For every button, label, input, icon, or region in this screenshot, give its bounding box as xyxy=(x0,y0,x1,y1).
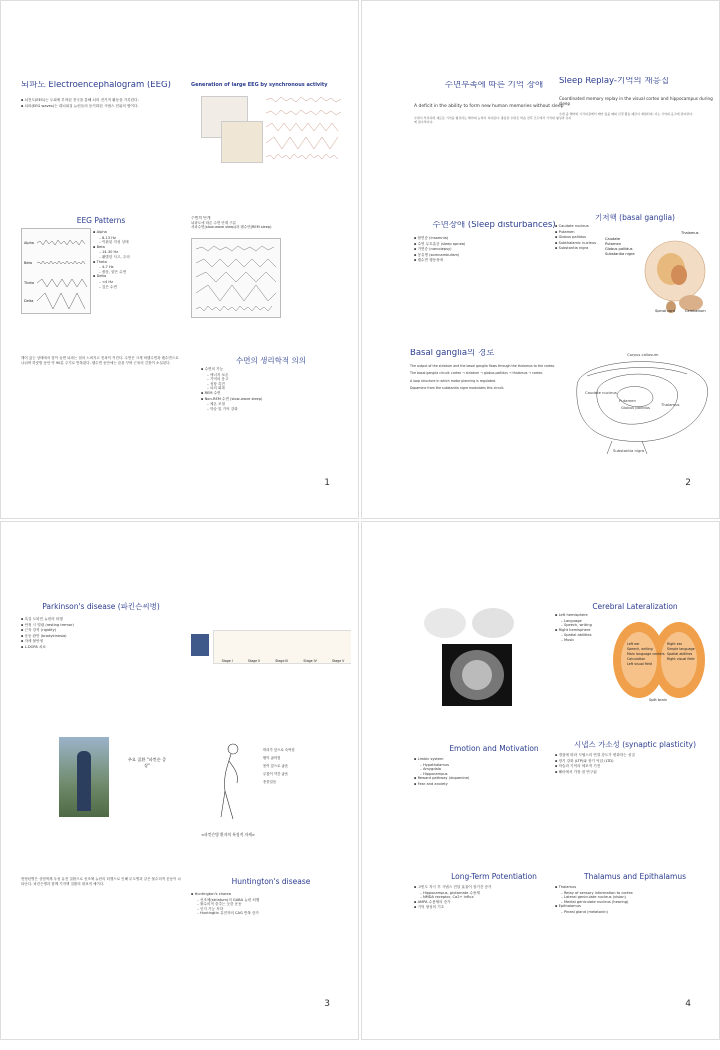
sub-bullet: – 학습 및 기억 강화 xyxy=(207,407,351,412)
sub-bullet: – Spatial abilities xyxy=(561,633,597,638)
basal-ganglia-image xyxy=(605,229,713,315)
sub-bullet: – 4-7 Hz xyxy=(99,265,178,270)
sub-bullet: – Music xyxy=(561,638,597,643)
slide-paragraph: 수면 중 해마와 시각피질에서 깨어 있을 때의 신경 활동 패턴이 재현되며, 이는 기억의 응고에 관여한다. xyxy=(559,112,694,117)
bullet: ▪ 기면증 (narcolepsy) xyxy=(414,247,574,252)
bullet: ▪ Globus pallidus xyxy=(555,235,599,240)
slide-line: The output of the striatum and the basal ganglia flows through the thalamus to the cortex. xyxy=(410,364,556,368)
diagram-label: Substantia nigra xyxy=(613,448,645,453)
bullet: ▪ Caudate nucleus xyxy=(555,224,599,229)
diagram-label: Substantia nigra xyxy=(605,252,635,256)
bullet: ▪ Left hemisphere xyxy=(555,613,597,618)
bullet: ▪ Right hemisphere xyxy=(555,628,597,633)
sub-bullet: – 8-13 Hz xyxy=(99,236,178,241)
bullet: ▪ 뇌파(EEG waves)는 대뇌피질 뉴런들의 동기화된 시냅스 전위의 합이다. xyxy=(21,104,181,109)
posture-note: 몸이 앞으로 굽음 xyxy=(263,764,289,768)
diagram-label: Caudate nucleus xyxy=(585,390,617,395)
slide-pathway-diagram xyxy=(557,346,717,466)
stage-label: Stage IV xyxy=(303,659,317,663)
diagram-label: Thalamus xyxy=(661,402,680,407)
slide-lateralization xyxy=(555,602,715,722)
slide-basal-ganglia xyxy=(555,213,715,333)
brain-scan xyxy=(472,608,514,638)
slide-brain-scans xyxy=(414,602,574,722)
bullet: ▪ Fear and anxiety xyxy=(414,782,574,787)
posture-note: 종종걸음 xyxy=(263,780,277,784)
sub-bullet: – <4 Hz xyxy=(99,280,178,285)
slide-parkinson-posture xyxy=(191,734,351,854)
slide-eeg xyxy=(21,81,181,201)
bullet: ▪ Delta xyxy=(93,274,178,279)
bullet: ▪ 불면증 (insomnia) xyxy=(414,236,574,241)
handout-page-3 xyxy=(0,521,359,1040)
photo-caption: 주요 질환 "파킨슨 증상" xyxy=(127,757,167,768)
stage-label: Stage V xyxy=(331,659,345,663)
slide-title: 수면장애 (Sleep disturbances) xyxy=(432,221,556,230)
sub-bullet: – Huntingtin 유전자의 CAG 반복 증가 xyxy=(197,911,351,916)
bullet: ▪ 학습과 기억의 세포적 기전 xyxy=(555,764,715,769)
handout-page-4 xyxy=(361,521,720,1040)
slide-sleep-stages xyxy=(191,216,351,336)
sleep-eeg-chart xyxy=(191,238,281,318)
bullet: ▪ 근육 강직 (rigidity) xyxy=(21,628,181,633)
diagram-label: Left visual field xyxy=(627,662,653,666)
slide-ltp xyxy=(414,872,574,992)
bullet: ▪ Huntington's chorea xyxy=(191,892,351,897)
sub-bullet: – 뇌의 회복 xyxy=(207,386,351,391)
bullet: ▪ Subthalamic nucleus xyxy=(555,241,599,246)
slide-title: 뇌파도 Electroencephalogram (EEG) xyxy=(21,81,171,90)
bullet: ▪ AMPA 수용체의 증가 xyxy=(414,900,574,905)
slide-line: 뇌파도에 따른 수면 단계 구분 xyxy=(191,220,237,225)
slide-title: Basal ganglia의 경로 xyxy=(410,349,495,358)
slide-lead: Coordinated memory replay in the visual cortex and hippocampus during sleep xyxy=(559,96,713,107)
bullet: ▪ Epithalamus xyxy=(555,904,715,909)
bullet: ▪ 뇌전도(EEG)는 두피에 부착된 전극을 통해 뇌의 전기적 활동을 기록한다. xyxy=(21,98,181,103)
basal-circuit-drawing xyxy=(557,346,717,456)
bullet: ▪ 해마에서 가장 잘 연구됨 xyxy=(555,770,715,775)
slide-title: Long-Term Potentiation xyxy=(451,872,537,881)
sub-bullet: – Lateral geniculate nucleus (vision) xyxy=(561,895,715,900)
slide-title: Thalamus and Epithalamus xyxy=(584,872,686,881)
diagram-label: Calculation xyxy=(627,657,646,661)
slide-line: A loop structure in which motor planning is regulated. xyxy=(410,378,497,383)
bullet: ▪ 운동 완만 (bradykinesia) xyxy=(21,634,181,639)
bullet: ▪ Beta xyxy=(93,245,178,250)
sub-bullet: – Pineal gland (melatonin) xyxy=(561,910,715,915)
bullet: ▪ Thalamus xyxy=(555,885,715,890)
bullet: ▪ 수면 무호흡증 (sleep apnea) xyxy=(414,242,574,247)
brain-scan xyxy=(424,608,466,638)
bullet: ▪ Substantia nigra xyxy=(555,246,599,251)
slide-sleep-deprivation xyxy=(414,81,574,201)
bullet: ▪ 수면의 기능 xyxy=(201,367,351,372)
posture-drawing xyxy=(199,739,259,824)
diagram-label: Spatial abilities xyxy=(667,652,693,656)
slide-title: Parkinson's disease (파킨슨씨병) xyxy=(42,602,160,611)
posture-caption: <파킨슨병 환자의 특징적 자세> xyxy=(201,832,255,837)
stage-label: Stage I xyxy=(221,659,233,663)
sub-bullet: – Amygdala xyxy=(420,767,574,772)
diagram-label: Globus pallidus xyxy=(621,405,651,410)
bullet: ▪ Reward pathway (dopamine) xyxy=(414,776,574,781)
slide-parkinson-stages xyxy=(191,622,351,667)
slide-line: 서파수면(slow-wave sleep)과 렘수면(REM sleep) xyxy=(191,225,272,230)
sub-bullet: – 이완된 각성 상태 xyxy=(99,240,178,245)
slide-title: 수면의 생리학적 의의 xyxy=(236,356,306,365)
slide-basal-pathway xyxy=(410,349,570,469)
sub-bullet: – NMDA receptor, Ca2+ influx xyxy=(420,895,574,900)
slide-sleep-replay xyxy=(559,77,719,197)
slide-parkinson xyxy=(21,602,181,722)
bullet: ▪ 고빈도 자극 후 시냅스 전달 효율이 장기간 증가 xyxy=(414,885,574,890)
diagram-label: Cerebellum xyxy=(685,309,706,313)
slide-plasticity xyxy=(555,740,715,860)
diagram-label: Corpus callosum xyxy=(627,352,659,357)
slide-title: Huntington's disease xyxy=(231,877,311,886)
sub-bullet: – Hippocampus xyxy=(420,772,574,777)
handout-page-2 xyxy=(361,0,720,519)
diagram-label: Right ear xyxy=(667,642,683,646)
slide-title: 수면부족에 따른 기억 장애 xyxy=(444,81,544,90)
person-figure xyxy=(77,751,91,811)
slide-lead: A deficit in the ability to form new human memories without sleep xyxy=(414,104,564,109)
slide-eeg-patterns xyxy=(21,216,181,336)
sub-bullet: – Hypothalamus xyxy=(420,763,574,768)
bullet: ▪ 몽유병 (somnambulism) xyxy=(414,253,574,258)
diagram-label: Spinal cord xyxy=(655,309,676,313)
sub-bullet: – 에너지 보존 xyxy=(207,373,351,378)
slide-title: 기저핵 (basal ganglia) xyxy=(595,213,675,222)
sub-bullet: – 체온 조절 xyxy=(207,402,351,407)
bullet: ▪ 자세 불안정 xyxy=(21,639,181,644)
slide-title: Generation of large EEG by synchronous activity xyxy=(191,82,328,88)
bullet: ▪ Limbic system xyxy=(414,757,574,762)
sub-bullet: – 기억의 응고 xyxy=(207,377,351,382)
eeg-traces xyxy=(266,95,346,165)
sub-bullet: – 졸음, 얕은 수면 xyxy=(99,270,178,275)
bullet: ▪ 흑질 도파민 뉴런의 퇴행 xyxy=(21,617,181,622)
sub-bullet: – Speech, writing xyxy=(561,623,597,628)
page-number: 1 xyxy=(324,478,330,488)
slide-line: The basal ganglia circuit: cortex → striatum → globus pallidus → thalamus → cortex. xyxy=(410,371,544,376)
sub-bullet: – 14-30 Hz xyxy=(99,250,178,255)
wave-label: Theta xyxy=(24,281,35,285)
wave-label: Beta xyxy=(24,261,33,265)
diagram-label: Simple language xyxy=(667,647,695,651)
bullet: ▪ Alpha xyxy=(93,230,178,235)
brain-mri xyxy=(442,644,512,706)
stage-label: Stage III xyxy=(275,659,289,663)
sub-bullet: – 활발한 사고, 주의 xyxy=(99,255,178,260)
page-number: 3 xyxy=(324,999,330,1009)
diagram-label: Globus pallidus xyxy=(605,247,633,251)
bullet: ▪ 렘수면 행동장애 xyxy=(414,258,574,263)
diagram-label: Speech, writing xyxy=(627,647,653,651)
slide-title: EEG Patterns xyxy=(76,216,126,225)
sub-bullet: – Language xyxy=(561,619,597,624)
stage-badge xyxy=(191,634,209,656)
page-number: 2 xyxy=(685,478,691,488)
wave-label: Alpha xyxy=(24,241,34,245)
slide-line: Dopamine from the substantia nigra modulates this circuit. xyxy=(410,386,505,391)
split-brain-diagram xyxy=(605,614,713,706)
slide-sleep-disturbances xyxy=(414,221,574,341)
slide-emotion xyxy=(414,744,574,864)
posture-note: 머리가 앞으로 숙여짐 xyxy=(263,748,295,752)
posture-note: 무릎이 약간 굽음 xyxy=(263,772,289,776)
neuron-diagram xyxy=(221,121,263,163)
sub-bullet: – 불수의적 춤추는 듯한 운동 xyxy=(197,902,351,907)
bullet: ▪ L-DOPA 치료 xyxy=(21,645,181,650)
sub-bullet: – 깊은 수면 xyxy=(99,285,178,290)
sub-bullet: – Medial geniculate nucleus (hearing) xyxy=(561,900,715,905)
slide-huntington-text xyxy=(21,877,181,997)
bullet: ▪ Putamen xyxy=(555,230,599,235)
sub-bullet: – 인지 기능 저하 xyxy=(197,907,351,912)
slide-paragraph: 수면이 부족하면 새로운 기억을 형성하는 해마의 능력이 저하된다. 충분한 수면은 학습 전후 모두에서 기억의 형성과 유지에 필수적이다. xyxy=(414,115,572,124)
bullet: ▪ 장기 강화 (LTP)와 장기 억압 (LTD) xyxy=(555,759,715,764)
wave-label: Delta xyxy=(24,299,34,303)
diagram-label: Split brain xyxy=(649,698,667,702)
slide-title: 수면의 단계 xyxy=(191,216,211,220)
diagram-label: Main language centers xyxy=(627,652,665,656)
eeg-chart xyxy=(21,228,91,314)
slide-physiology xyxy=(191,356,351,476)
diagram-label: Left ear xyxy=(627,642,640,646)
handout-page-1 xyxy=(0,0,359,519)
slide-title: Emotion and Motivation xyxy=(449,744,539,753)
posture-note: 팔이 굽어짐 xyxy=(263,756,281,760)
slide-title: Sleep Replay-기억의 재응집 xyxy=(559,77,669,86)
bullet: ▪ Theta xyxy=(93,260,178,265)
bullet: ▪ 안정 시 떨림 (resting tremor) xyxy=(21,623,181,628)
bullet: ▪ 기억 형성의 기초 xyxy=(414,905,574,910)
diagram-label: Putamen xyxy=(605,242,621,246)
diagram-label: Thalamus xyxy=(681,231,699,235)
slide-generation xyxy=(191,81,351,201)
bullet: ▪ 경험에 따라 시냅스의 연결 강도가 변화하는 성질 xyxy=(555,753,715,758)
stage-label: Stage II xyxy=(247,659,261,663)
bullet: ▪ REM 수면 xyxy=(201,391,351,396)
slide-sleep-text xyxy=(21,356,181,476)
sub-bullet: – 선조체(striatum)의 GABA 뉴런 퇴행 xyxy=(197,898,351,903)
slide-title: 시냅스 가소성 (synaptic plasticity) xyxy=(573,740,697,749)
slide-paragraph: 깨어 있는 상태에서 잠이 들면 뇌파는 점차 느려지고 진폭이 커진다. 수면은 크게 비렘수면과 렘수면으로 나뉘며 하룻밤 동안 약 90분 주기로 반복된다. 렘수면 동안에는 꿈을 꾸며 근육의 긴장이 소실된다. xyxy=(21,356,179,365)
page-number: 4 xyxy=(685,999,691,1009)
sub-bullet: – 성장 촉진 xyxy=(207,382,351,387)
slide-title: Cerebral Lateralization xyxy=(592,602,678,611)
bullet: ▪ Non-REM 수면 (slow-wave sleep) xyxy=(201,397,351,402)
slide-paragraph: 헌팅턴병은 상염색체 우성 유전 질환으로 선조체 뉴런의 퇴행으로 인해 무도병과 같은 불수의적 운동이 나타난다. 파킨슨병과 함께 기저핵 질환의 대표적 예이다. xyxy=(21,877,181,886)
sub-bullet: – Hippocampus, glutamate 수용체 xyxy=(420,891,574,896)
diagram-label: Right visual field xyxy=(667,657,695,661)
slide-thalamus xyxy=(555,872,715,992)
diagram-label: Caudate xyxy=(605,237,621,241)
diagram-label: Putamen xyxy=(619,398,636,403)
sub-bullet: – Relay of sensory information to cortex xyxy=(561,891,715,896)
slide-huntington xyxy=(191,877,351,997)
